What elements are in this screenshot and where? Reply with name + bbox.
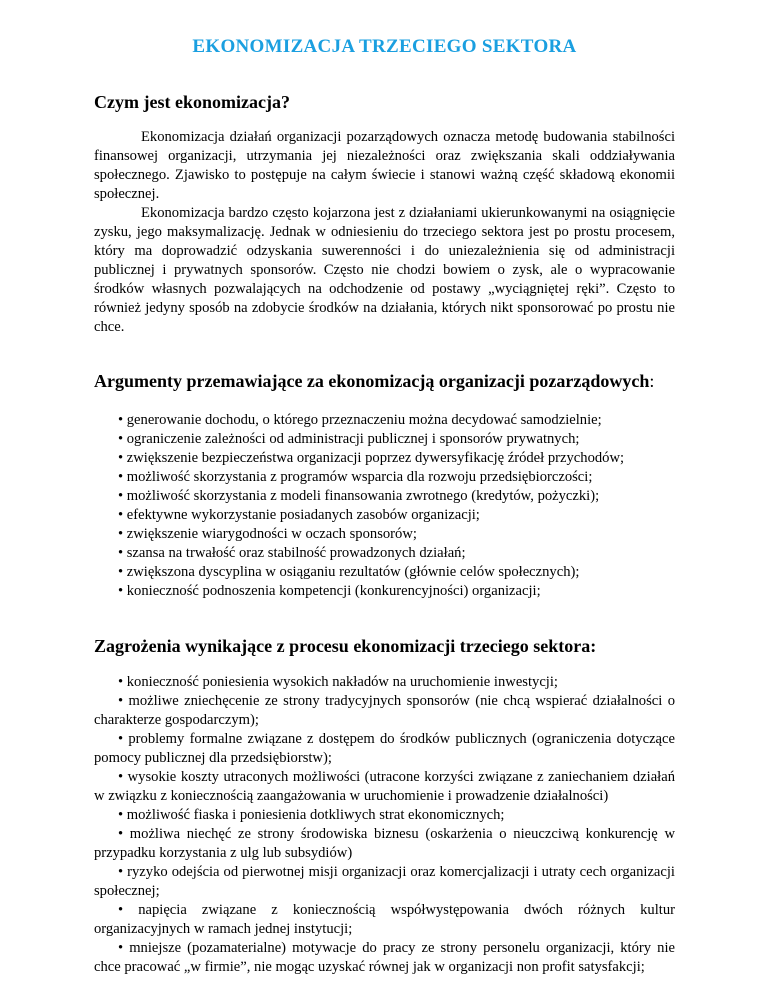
arguments-heading-colon: : [649,371,655,391]
what-is-body [94,128,675,337]
list-item: • ograniczenie zależności od administracji publicznej i sponsorów prywatnych; [118,431,580,447]
threats-list [94,673,675,977]
list-item: • zwiększenie wiarygodności w oczach sponsorów; [118,526,417,542]
list-item: • konieczność podnoszenia kompetencji (konkurencyjności) organizacji; [118,583,541,599]
threats-heading: Zagrożenia wynikające z procesu ekonomizacji trzeciego sektora: [94,636,597,656]
what-is-paragraph-1: Ekonomizacja działań organizacji pozarządowych oznacza metodę budowania stabilności finansowej organizacji, utrzymania jej niezależności oraz zwiększania skali oddziaływania społecznego. Zjawisko to postępuje na całym świecie i stanowi ważną część składową ekonomii społecznej. [94,129,675,202]
list-item: • możliwość skorzystania z programów wsparcia dla rozwoju przedsiębiorczości; [118,469,593,485]
arguments-list [94,411,675,601]
list-item: • napięcia związane z koniecznością współwystępowania dwóch różnych kultur organizacyjnych w ramach jednej instytucji; [94,902,675,937]
list-item: • możliwa niechęć ze strony środowiska biznesu (oskarżenia o nieuczciwą konkurencję w przypadku korzystania z ulg lub subsydiów) [94,826,675,861]
document-title: EKONOMIZACJA TRZECIEGO SEKTORA [192,36,577,57]
list-item: • generowanie dochodu, o którego przeznaczeniu można decydować samodzielnie; [118,412,602,428]
list-item: • szansa na trwałość oraz stabilność prowadzonych działań; [118,545,466,561]
list-item: • problemy formalne związane z dostępem do środków publicznych (ograniczenia dotyczące pomocy publicznej dla przedsiębiorstw); [94,731,675,766]
list-item: • konieczność poniesienia wysokich nakładów na uruchomienie inwestycji; [118,674,558,690]
list-item: • mniejsze (pozamaterialne) motywacje do pracy ze strony personelu organizacji, który nie chce pracować „w firmie”, nie mogąc uzyskać równej jak w organizacji non profit satysfakcji; [94,940,675,975]
list-item: • wysokie koszty utraconych możliwości (utracone korzyści związane z zaniechaniem działań w związku z koniecznością zaangażowania w uruchomienie i prowadzenie działalności) [94,769,675,804]
list-item: • efektywne wykorzystanie posiadanych zasobów organizacji; [118,507,480,523]
list-item: • możliwe zniechęcenie ze strony tradycyjnych sponsorów (nie chcą wspierać działalności o charakterze gospodarczym); [94,693,675,728]
list-item: • ryzyko odejścia od pierwotnej misji organizacji oraz komercjalizacji i utraty cech organizacji społecznej; [94,864,675,899]
arguments-heading-text: Argumenty przemawiające za ekonomizacją organizacji pozarządowych [94,371,650,391]
list-item: • możliwość skorzystania z modeli finansowania zwrotnego (kredytów, pożyczki); [118,488,600,504]
arguments-heading [94,371,675,392]
what-is-heading: Czym jest ekonomizacja? [94,92,290,112]
what-is-paragraph-2: Ekonomizacja bardzo często kojarzona jest z działaniami ukierunkowanymi na osiągnięcie zysku, jego maksymalizację. Jednak w odniesieniu do trzeciego sektora jest po prostu procesem, który ma doprowadzić odzyskania suwerenności i do uniezależnienia się od administracji publicznej i prywatnych sponsorów. Często nie chodzi bowiem o zysk, ale o wypracowanie środków własnych pozwalających na odchodzenie od postawy „wyciągniętej ręki”. Często to również jedyny sposób na zdobycie środków na działania, których nikt sponsorować po prostu nie chce. [94,205,675,335]
list-item: • zwiększona dyscyplina w osiąganiu rezultatów (głównie celów społecznych); [118,564,580,580]
list-item: • zwiększenie bezpieczeństwa organizacji poprzez dywersyfikację źródeł przychodów; [118,450,625,466]
list-item: • możliwość fiaska i poniesienia dotkliwych strat ekonomicznych; [118,807,505,823]
